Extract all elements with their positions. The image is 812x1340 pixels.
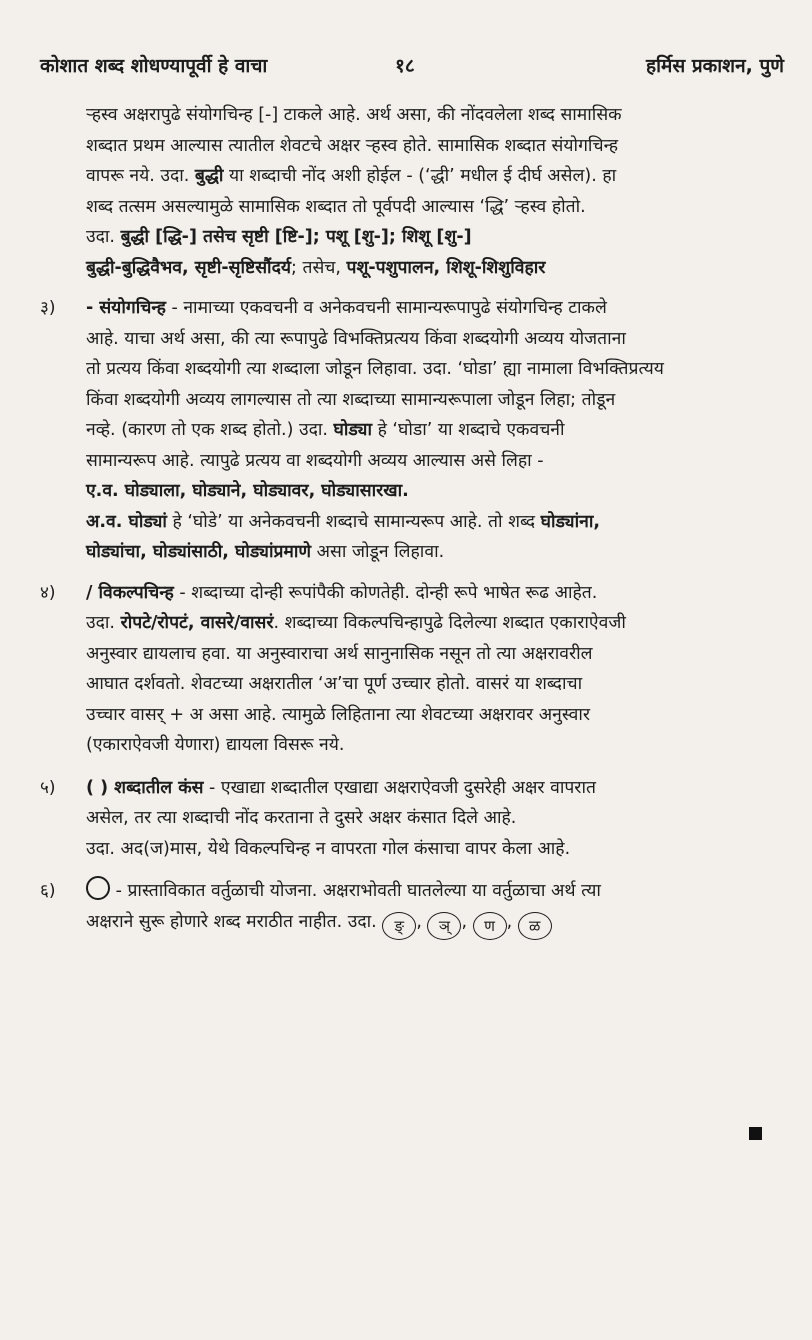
page-number: १८ (395, 55, 415, 77)
bold-word: बुद्धी (194, 166, 224, 186)
list-item-hyphen (40, 293, 772, 568)
text: हे ‘घोडा’ या शब्दाचे एकवचनी (377, 420, 565, 440)
item-number: ६) (40, 881, 56, 901)
bold-word: घोड्या (333, 420, 372, 440)
text: ; तसेच, (291, 257, 341, 278)
item-line: तो प्रत्यय किंवा शब्दयोगी त्या शब्दाला जोडून लिहावा. उदा. ‘घोडा’ ह्या नामाला विभक्तिप्रत्यय (86, 359, 664, 379)
header-publisher: हर्मिस प्रकाशन, पुणे (646, 55, 784, 77)
item-line (86, 507, 772, 538)
intro-line-3 (86, 161, 772, 192)
list-item-circle (40, 876, 772, 940)
bold-word: घोड्यांना, (540, 511, 600, 532)
list-item-alternative (40, 578, 772, 761)
text: अक्षराने सुरू होणारे शब्द मराठीत नाहीत. उदा. (86, 911, 377, 932)
item-line (86, 293, 772, 324)
end-square-icon (749, 1127, 762, 1140)
intro-line-4: शब्द तत्सम असल्यामुळे सामासिक शब्दात तो पूर्वपदी आल्यास ‘द्धि’ ऱ्हस्व होतो. (86, 196, 586, 217)
item-line: किंवा शब्दयोगी अव्यय लागल्यास तो त्या शब्दाच्या सामान्यरूपाला जोडून लिहा; तोडून (86, 389, 616, 410)
text: उदा. (86, 613, 115, 633)
intro-line-5 (86, 222, 772, 253)
circled-letter: ण (473, 912, 507, 940)
intro-paragraph (40, 100, 772, 283)
item-line (86, 415, 772, 446)
bold-examples: पशू-पशुपालन, शिशू-शिशुविहार (346, 257, 546, 278)
item-line: (एकाराऐवजी येणारा) द्यायला विसरू नये. (86, 735, 345, 755)
item-line: आहे. याचा अर्थ असा, की त्या रूपापुढे विभक्तिप्रत्यय किंवा शब्दयोगी अव्यय योजताना (86, 328, 626, 349)
circle-icon (86, 876, 110, 900)
text: - नामाच्या एकवचनी व अनेकवचनी सामान्यरूपापुढे संयोगचिन्ह टाकले (171, 298, 607, 318)
text: . शब्दाच्या विकल्पचिन्हापुढे दिलेल्या शब्दात एकाराऐवजी (273, 613, 626, 633)
item-number: ३) (40, 298, 56, 318)
item-line: अक्षराने सुरू होणारे शब्द मराठीत नाहीत. उदा. ङ् , ञ् , ण , ळ (86, 907, 772, 940)
item-line (86, 578, 772, 609)
item-line: अनुस्वार द्यायलाच हवा. या अनुस्वाराचा अर्थ सानुनासिक नसून तो त्या अक्षरावरील (86, 643, 593, 664)
bold-word: रोपटे/रोपटं, वासरे/वासरं (120, 613, 274, 633)
item-line (86, 876, 772, 907)
bold-examples: बुद्धी [द्धि-] तसेच सृष्टी [ष्टि-]; पशू [शु-]; शिशू [शु-] (120, 227, 472, 247)
item-line (86, 773, 772, 804)
item-line: आघात दर्शवतो. शेवटच्या अक्षरातील ‘अ’चा पूर्ण उच्चार होतो. वासरं या शब्दाचा (86, 674, 583, 694)
item-line: ए.व. घोड्याला, घोड्याने, घोड्यावर, घोड्यासारखा. (86, 481, 409, 501)
text: हे ‘घोडे’ या अनेकवचनी शब्दाचे सामान्यरूप आहे. तो शब्द (172, 511, 536, 532)
item-line (86, 537, 772, 568)
circled-letter: ळ (518, 912, 552, 940)
item-number: ४) (40, 582, 56, 603)
list-item-brackets (40, 773, 772, 865)
text: असा जोडून लिहावा. (316, 542, 445, 562)
bold-word: अ.व. घोड्यां (86, 511, 167, 532)
header-left-title: कोशात शब्द शोधण्यापूर्वी हे वाचा (40, 55, 268, 77)
text: - एखाद्या शब्दातील एखाद्या अक्षराऐवजी दुसरेही अक्षर वापरात (209, 777, 596, 798)
item-line: उच्चार वासर् + अ असा आहे. त्यामुळे लिहिताना त्या शेवटच्या अक्षरावर अनुस्वार (86, 704, 591, 725)
intro-line-2: शब्दात प्रथम आल्यास त्यातील शेवटचे अक्षर ऱ्हस्व होते. सामासिक शब्दात संयोगचिन्ह (86, 135, 619, 156)
item-number: ५) (40, 777, 56, 798)
item-line (86, 608, 772, 639)
page-header (40, 52, 784, 82)
bold-examples: बुद्धी-बुद्धिवैभव, सृष्टी-सृष्टिसौंदर्य (86, 257, 292, 278)
text: नव्हे. (कारण तो एक शब्द होतो.) उदा. (86, 420, 328, 440)
text: - शब्दाच्या दोन्ही रूपांपैकी कोणतेही. दोन्ही रूपे भाषेत रूढ आहेत. (179, 582, 598, 603)
text: - प्रास्ताविकात वर्तुळाची योजना. अक्षराभोवती घातलेल्या या वर्तुळाचा अर्थ त्या (115, 881, 601, 901)
text: उदा. (86, 227, 115, 247)
circled-letter: ञ् (427, 912, 461, 940)
circled-letter: ङ् (382, 912, 416, 940)
intro-line-1: ऱ्हस्व अक्षरापुढे संयोगचिन्ह [-] टाकले आहे. अर्थ असा, की नोंदवलेला शब्द सामासिक (86, 105, 622, 125)
item-line: असेल, तर त्या शब्दाची नोंद करताना ते दुसरे अक्षर कंसात दिले आहे. (86, 808, 517, 828)
item-title: / विकल्पचिन्ह (86, 582, 174, 603)
intro-line-6 (86, 253, 772, 284)
page-body (40, 100, 772, 940)
item-title: ( ) शब्दातील कंस (86, 777, 204, 798)
bold-word: घोड्यांचा, घोड्यांसाठी, घोड्यांप्रमाणे (86, 542, 312, 562)
item-title: - संयोगचिन्ह (86, 298, 166, 318)
item-line: सामान्यरूप आहे. त्यापुढे प्रत्यय वा शब्दयोगी अव्यय आल्यास असे लिहा - (86, 450, 544, 471)
text: या शब्दाची नोंद अशी होईल - (‘द्धी’ मधील ई दीर्घ असेल). हा (229, 166, 617, 186)
item-line: उदा. अद(ज)मास, येथे विकल्पचिन्ह न वापरता गोल कंसाचा वापर केला आहे. (86, 838, 571, 859)
text: वापरू नये. उदा. (86, 166, 190, 186)
